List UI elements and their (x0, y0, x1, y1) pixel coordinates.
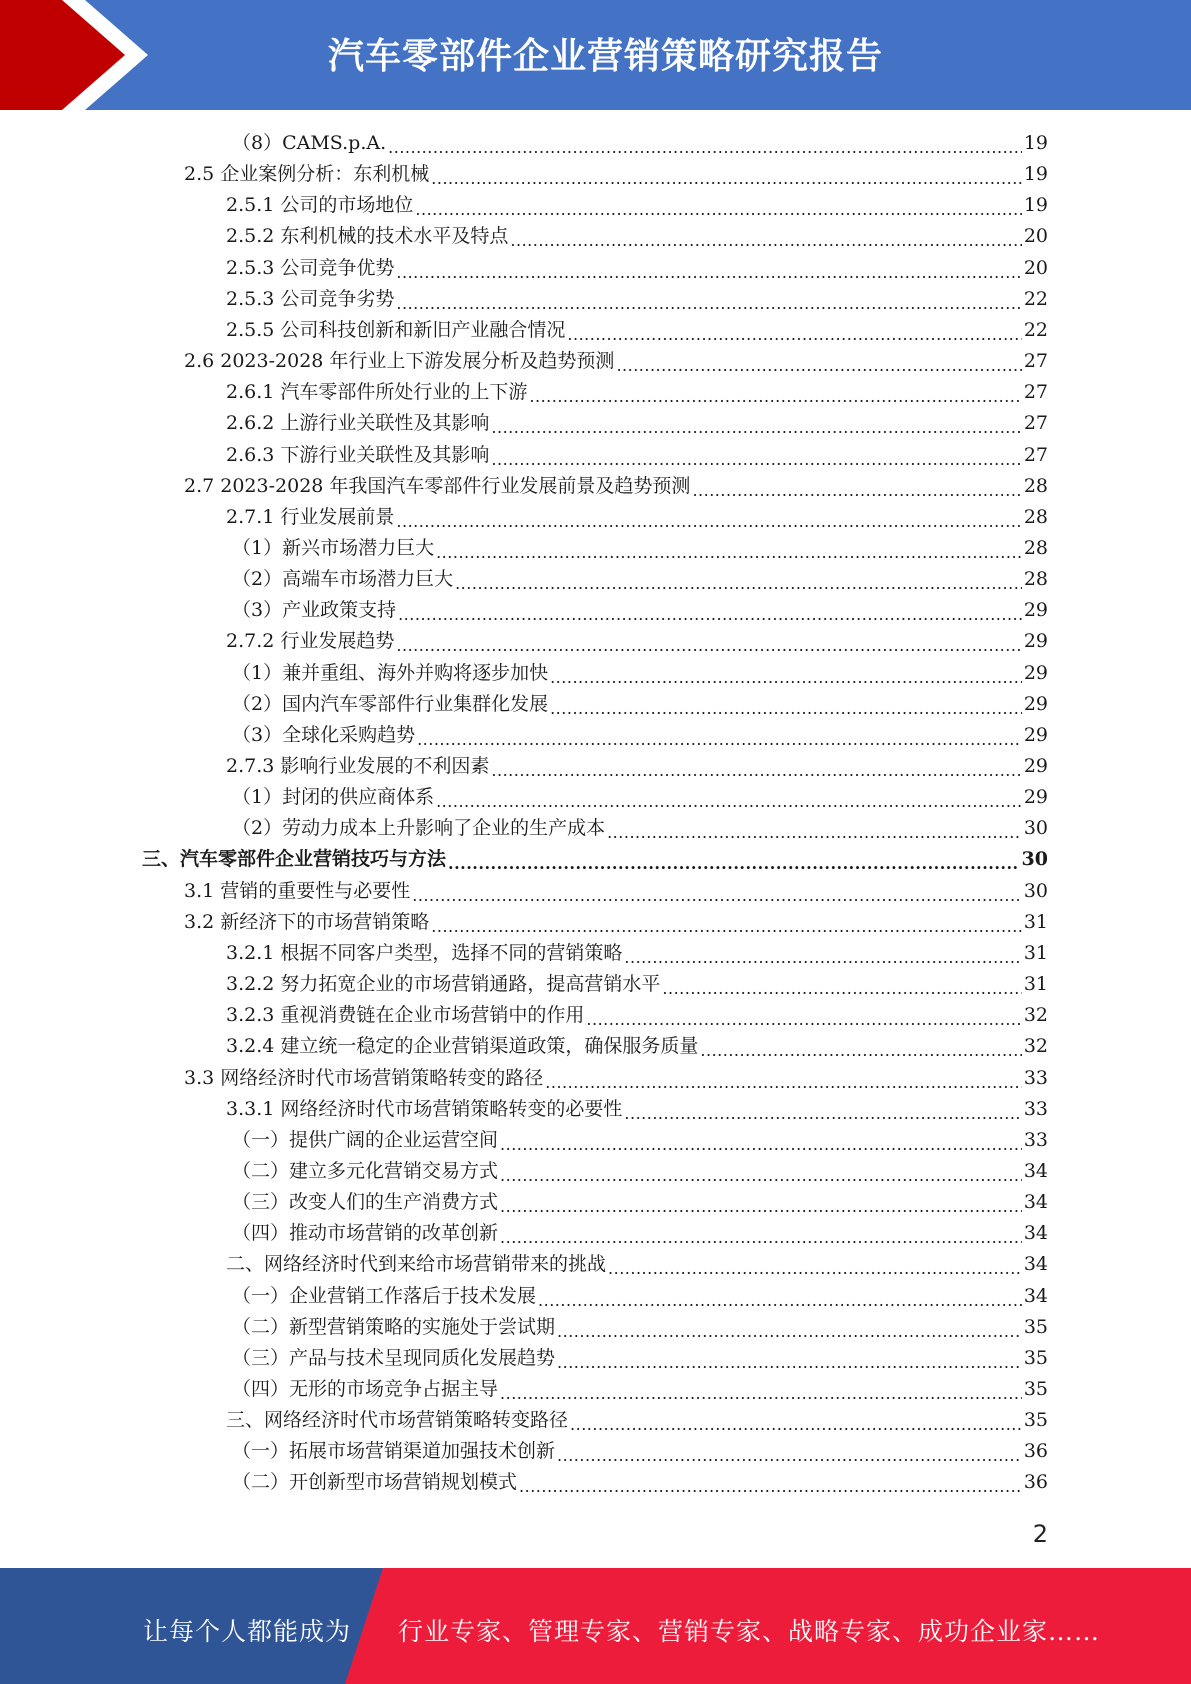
toc-entry[interactable] (232, 128, 1048, 159)
toc-entry[interactable] (142, 844, 1048, 875)
toc-dot-leader (491, 440, 1021, 471)
toc-entry-page: 35 (1023, 1315, 1048, 1338)
toc-entry[interactable] (226, 315, 1048, 346)
page-number: 2 (1032, 1520, 1048, 1548)
toc-entry-page: 32 (1023, 1004, 1048, 1027)
toc-entry-label: 2.5.1 公司的市场地位 (226, 194, 414, 217)
toc-entry-page: 22 (1023, 287, 1048, 310)
toc-dot-leader (570, 1405, 1022, 1436)
toc-entry[interactable] (226, 440, 1048, 471)
toc-entry-label: 2.7.3 影响行业发展的不利因素 (226, 755, 490, 777)
toc-entry-label: （1）封闭的供应商体系 (232, 786, 435, 809)
toc-entry-page: 19 (1023, 194, 1048, 217)
toc-entry-page: 22 (1023, 318, 1048, 341)
toc-dot-leader (607, 813, 1022, 844)
toc-dot-leader (608, 1249, 1022, 1280)
toc-entry-label: （三）产品与技术呈现同质化发展趋势 (232, 1346, 556, 1369)
toc-entry-page: 19 (1023, 132, 1048, 154)
toc-entry-page: 29 (1023, 630, 1048, 653)
toc-entry-label: （1）新兴市场潜力巨大 (232, 536, 435, 559)
toc-entry[interactable] (226, 284, 1048, 315)
toc-entry[interactable] (232, 1218, 1048, 1249)
toc-entry-page: 29 (1023, 599, 1048, 622)
toc-dot-leader (455, 564, 1022, 595)
toc-entry-label: （1）兼并重组、海外并购将逐步加快 (232, 661, 549, 684)
toc-entry-page: 34 (1023, 1253, 1048, 1276)
toc-entry-label: 2.7.2 行业发展趋势 (226, 630, 395, 653)
toc-entry[interactable] (226, 253, 1048, 284)
toc-dot-leader (557, 1312, 1022, 1343)
toc-entry[interactable] (232, 1281, 1048, 1312)
toc-entry[interactable] (226, 377, 1048, 408)
toc-dot-leader (529, 377, 1021, 408)
toc-entry-label: 2.5.2 东利机械的技术水平及特点 (226, 225, 509, 248)
toc-entry[interactable] (232, 1436, 1048, 1467)
toc-entry-page: 27 (1023, 350, 1048, 373)
toc-dot-leader (662, 969, 1021, 1000)
toc-entry-page: 32 (1023, 1035, 1048, 1058)
toc-entry-label: （3）全球化采购趋势 (232, 723, 416, 746)
toc-entry-label: 三、网络经济时代市场营销策略转变路径 (226, 1409, 569, 1432)
toc-dot-leader (491, 408, 1021, 439)
toc-dot-leader (550, 658, 1022, 689)
toc-entry[interactable] (232, 1125, 1048, 1156)
toc-entry-label: （二）建立多元化营销交易方式 (232, 1159, 499, 1182)
toc-entry[interactable] (226, 1000, 1048, 1031)
toc-dot-leader (448, 844, 1020, 875)
toc-entry-page: 28 (1023, 536, 1048, 559)
toc-dot-leader (557, 1436, 1022, 1467)
footer-slogan-right: 行业专家、管理专家、营销专家、战略专家、成功企业家…… (398, 1617, 1101, 1646)
toc-entry[interactable] (226, 502, 1048, 533)
toc-entry[interactable] (232, 658, 1048, 689)
toc-entry-page: 34 (1023, 1222, 1048, 1245)
toc-entry[interactable] (232, 1467, 1048, 1498)
toc-entry-label: （二）开创新型市场营销规划模式 (232, 1471, 518, 1494)
toc-entry-label: 3.2.2 努力拓宽企业的市场营销通路，提高营销水平 (226, 973, 661, 996)
toc-entry-page: 28 (1023, 568, 1048, 591)
toc-entry-label: 二、网络经济时代到来给市场营销带来的挑战 (226, 1253, 607, 1276)
toc-dot-leader (624, 1094, 1021, 1125)
toc-entry-label: 2.5.3 公司竞争优势 (226, 256, 395, 279)
toc-entry-page: 27 (1023, 381, 1048, 404)
toc-dot-leader (388, 128, 1022, 159)
toc-entry-label: （四）无形的市场竞争占据主导 (232, 1378, 499, 1400)
toc-entry[interactable] (232, 1312, 1048, 1343)
toc-entry[interactable] (226, 938, 1048, 969)
toc-entry-label: 2.5.5 公司科技创新和新旧产业融合情况 (226, 318, 566, 341)
toc-entry[interactable] (232, 595, 1048, 626)
toc-entry[interactable] (226, 408, 1048, 439)
toc-entry-label: （一）拓展市场营销渠道加强技术创新 (232, 1440, 556, 1463)
toc-entry[interactable] (226, 626, 1048, 657)
toc-entry-page: 29 (1023, 755, 1048, 777)
toc-entry-label: 2.5.3 公司竞争劣势 (226, 287, 395, 310)
toc-entry-label: 2.7 2023-2028 年我国汽车零部件行业发展前景及趋势预测 (184, 474, 691, 497)
toc-entry-page: 29 (1023, 723, 1048, 746)
toc-entry-label: 3.2 新经济下的市场营销策略 (184, 910, 430, 933)
page-header (0, 0, 1191, 110)
toc-entry-page: 27 (1023, 443, 1048, 466)
toc-entry[interactable] (226, 190, 1048, 221)
toc-entry-label: （2）国内汽车零部件行业集群化发展 (232, 692, 549, 715)
toc-entry-label: （3）产业政策支持 (232, 599, 397, 622)
toc-dot-leader (431, 159, 1022, 190)
toc-entry-label: （2）劳动力成本上升影响了企业的生产成本 (232, 817, 606, 840)
toc-dot-leader (412, 876, 1022, 907)
toc-entry[interactable] (184, 346, 1048, 377)
toc-entry-page: 33 (1023, 1128, 1048, 1151)
toc-dot-leader (550, 689, 1022, 720)
toc-entry[interactable] (232, 533, 1048, 564)
toc-entry-page: 29 (1023, 661, 1048, 684)
toc-entry-label: 3.1 营销的重要性与必要性 (184, 879, 411, 902)
report-title: 汽车零部件企业营销策略研究报告 (327, 36, 883, 77)
toc-entry-page: 35 (1023, 1409, 1048, 1432)
footer-slogan-left: 让每个人都能成为 (143, 1617, 352, 1646)
toc-entry-page: 29 (1023, 692, 1048, 715)
toc-entry[interactable] (232, 564, 1048, 595)
toc-entry-label: （四）推动市场营销的改革创新 (232, 1222, 499, 1245)
toc-entry-page: 27 (1023, 412, 1048, 435)
toc-entry[interactable] (184, 159, 1048, 190)
toc-dot-leader (491, 751, 1021, 782)
toc-dot-leader (567, 315, 1021, 346)
toc-dot-leader (519, 1467, 1022, 1498)
toc-entry[interactable] (226, 751, 1048, 782)
toc-entry-page: 36 (1023, 1440, 1048, 1463)
toc-entry-label: 3.3.1 网络经济时代市场营销策略转变的必要性 (226, 1097, 623, 1120)
toc-entry-label: （2）高端车市场潜力巨大 (232, 568, 454, 591)
toc-dot-leader (545, 1063, 1022, 1094)
toc-entry[interactable] (232, 1374, 1048, 1405)
toc-entry-page: 31 (1023, 941, 1048, 964)
toc-dot-leader (616, 346, 1021, 377)
toc-entry-page: 30 (1023, 879, 1048, 902)
toc-entry-label: 3.2.4 建立统一稳定的企业营销渠道政策，确保服务质量 (226, 1035, 699, 1058)
toc-entry[interactable] (184, 1063, 1048, 1094)
toc-entry-page: 33 (1023, 1066, 1048, 1089)
toc-dot-leader (396, 284, 1021, 315)
toc-entry[interactable] (226, 1094, 1048, 1125)
toc-entry[interactable] (184, 876, 1048, 907)
toc-dot-leader (396, 626, 1021, 657)
toc-entry-page: 31 (1023, 973, 1048, 996)
toc-entry-page: 19 (1023, 163, 1048, 186)
toc-dot-leader (500, 1125, 1022, 1156)
toc-entry[interactable] (232, 720, 1048, 751)
toc-entry-label: 2.6 2023-2028 年行业上下游发展分析及趋势预测 (184, 350, 615, 373)
toc-dot-leader (431, 907, 1022, 938)
toc-entry-label: 3.3 网络经济时代市场营销策略转变的路径 (184, 1066, 544, 1089)
toc-entry-page: 28 (1023, 505, 1048, 528)
toc-dot-leader (557, 1343, 1022, 1374)
toc-entry-label: 2.6.1 汽车零部件所处行业的上下游 (226, 381, 528, 404)
toc-dot-leader (415, 190, 1021, 221)
toc-dot-leader (510, 221, 1021, 252)
toc-entry-label: 2.7.1 行业发展前景 (226, 505, 395, 528)
toc-dot-leader (500, 1156, 1022, 1187)
toc-dot-leader (436, 782, 1022, 813)
toc-entry-label: （一）提供广阔的企业运营空间 (232, 1128, 499, 1151)
toc-entry[interactable] (226, 969, 1048, 1000)
toc-entry[interactable] (184, 907, 1048, 938)
toc-entry-label: 2.6.2 上游行业关联性及其影响 (226, 412, 490, 435)
toc-dot-leader (436, 533, 1022, 564)
toc-dot-leader (538, 1281, 1022, 1312)
toc-entry[interactable] (232, 813, 1048, 844)
toc-entry[interactable] (184, 471, 1048, 502)
toc-dot-leader (700, 1031, 1021, 1062)
toc-entry-page: 29 (1023, 786, 1048, 809)
toc-entry-label: （三）改变人们的生产消费方式 (232, 1191, 499, 1214)
toc-entry-page: 34 (1023, 1159, 1048, 1182)
toc-entry-label: （8）CAMS.p.A. (232, 132, 387, 154)
toc-dot-leader (396, 502, 1021, 533)
toc-entry-label: 3.2.1 根据不同客户类型，选择不同的营销策略 (226, 941, 623, 964)
toc-entry[interactable] (232, 1156, 1048, 1187)
toc-dot-leader (396, 253, 1021, 284)
toc-entry[interactable] (226, 1405, 1048, 1436)
toc-entry-page: 31 (1023, 910, 1048, 933)
toc-dot-leader (398, 595, 1022, 626)
toc-entry[interactable] (226, 1249, 1048, 1280)
toc-entry-label: （二）新型营销策略的实施处于尝试期 (232, 1315, 556, 1338)
toc-dot-leader (417, 720, 1022, 751)
toc-entry-page: 20 (1023, 225, 1048, 248)
toc-dot-leader (692, 471, 1021, 502)
toc-entry[interactable] (232, 782, 1048, 813)
toc-entry-page: 34 (1023, 1284, 1048, 1307)
toc-dot-leader (500, 1374, 1022, 1405)
toc-dot-leader (500, 1218, 1022, 1249)
toc-entry[interactable] (232, 1343, 1048, 1374)
toc-dot-leader (586, 1000, 1021, 1031)
toc-entry-page: 30 (1023, 817, 1048, 840)
toc-entry-label: 3.2.3 重视消费链在企业市场营销中的作用 (226, 1004, 585, 1027)
toc-entry[interactable] (232, 689, 1048, 720)
toc-entry[interactable] (226, 221, 1048, 252)
toc-entry-page: 34 (1023, 1191, 1048, 1214)
toc-entry-page: 30 (1021, 848, 1048, 871)
toc-entry-page: 36 (1023, 1471, 1048, 1494)
toc-entry-label: 2.5 企业案例分析：东利机械 (184, 163, 430, 186)
toc-entry-page: 33 (1023, 1097, 1048, 1120)
toc-dot-leader (624, 938, 1021, 969)
toc-entry-page: 20 (1023, 256, 1048, 279)
toc-entry-label: 2.6.3 下游行业关联性及其影响 (226, 443, 490, 466)
toc-entry-page: 35 (1023, 1346, 1048, 1369)
toc-dot-leader (500, 1187, 1022, 1218)
toc-entry[interactable] (226, 1031, 1048, 1062)
toc-entry-label: 三、汽车零部件企业营销技巧与方法 (142, 848, 447, 871)
toc-entry-page: 28 (1023, 474, 1048, 497)
toc-entry-page: 35 (1023, 1378, 1048, 1400)
toc-entry-label: （一）企业营销工作落后于技术发展 (232, 1284, 537, 1307)
toc-entry[interactable] (232, 1187, 1048, 1218)
